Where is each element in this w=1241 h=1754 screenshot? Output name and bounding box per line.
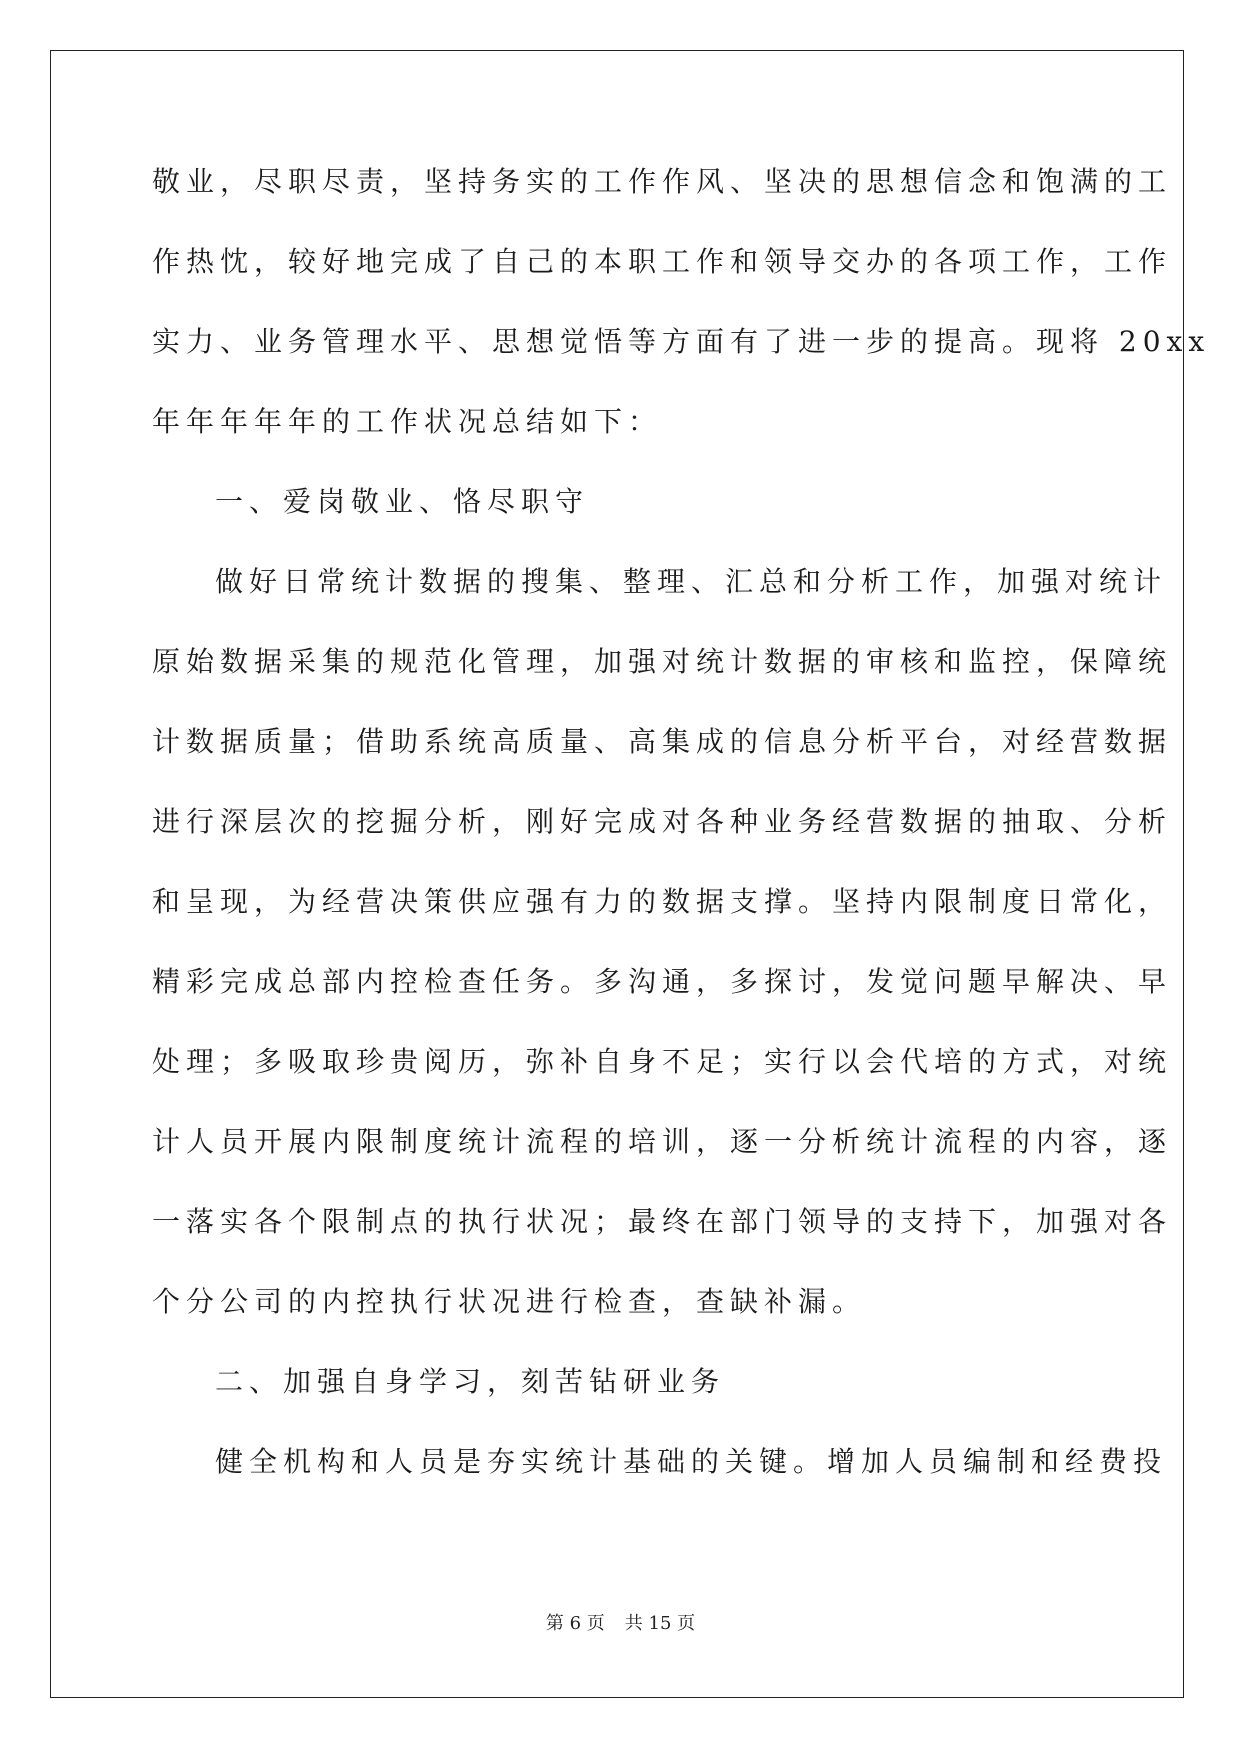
- page-number: 第 6 页: [545, 1613, 605, 1634]
- text-line: 年年年年年的工作状况总结如下：: [152, 405, 663, 438]
- text-line: 原始数据采集的规范化管理，加强对统计数据的审核和监控，保障统: [152, 645, 1173, 678]
- text-line: 敬业，尽职尽责，坚持务实的工作作风、坚决的思想信念和饱满的工: [152, 165, 1173, 198]
- document-body: [152, 162, 1211, 1522]
- text-line: 进行深层次的挖掘分析，刚好完成对各种业务经营数据的抽取、分析: [152, 805, 1173, 838]
- text-line: 计数据质量；借助系统高质量、高集成的信息分析平台，对经营数据: [152, 725, 1173, 758]
- paragraph-start-line: 做好日常统计数据的搜集、整理、汇总和分析工作，加强对统计: [215, 565, 1168, 598]
- page-footer: [0, 1612, 1241, 1636]
- total-pages: 共 15 页: [624, 1613, 696, 1634]
- text-line: 作热忱，较好地完成了自己的本职工作和领导交办的各项工作，工作: [152, 245, 1173, 278]
- text-line: 个分公司的内控执行状况进行检查，查缺补漏。: [152, 1285, 867, 1318]
- text-line: 精彩完成总部内控检查任务。多沟通，多探讨，发觉问题早解决、早: [152, 965, 1173, 998]
- text-line: 一落实各个限制点的执行状况；最终在部门领导的支持下，加强对各: [152, 1205, 1173, 1238]
- text-line: 计人员开展内限制度统计流程的培训，逐一分析统计流程的内容，逐: [152, 1125, 1173, 1158]
- text-line: 实力、业务管理水平、思想觉悟等方面有了进一步的提高。现将 20xx: [152, 325, 1211, 358]
- section-heading: 一、爱岗敬业、恪尽职守: [215, 485, 590, 518]
- text-line: 处理；多吸取珍贵阅历，弥补自身不足；实行以会代培的方式，对统: [152, 1045, 1173, 1078]
- paragraph-start-line: 健全机构和人员是夯实统计基础的关键。增加人员编制和经费投: [215, 1445, 1168, 1478]
- section-heading: 二、加强自身学习，刻苦钻研业务: [215, 1365, 726, 1398]
- text-line: 和呈现，为经营决策供应强有力的数据支撑。坚持内限制度日常化，: [152, 885, 1173, 918]
